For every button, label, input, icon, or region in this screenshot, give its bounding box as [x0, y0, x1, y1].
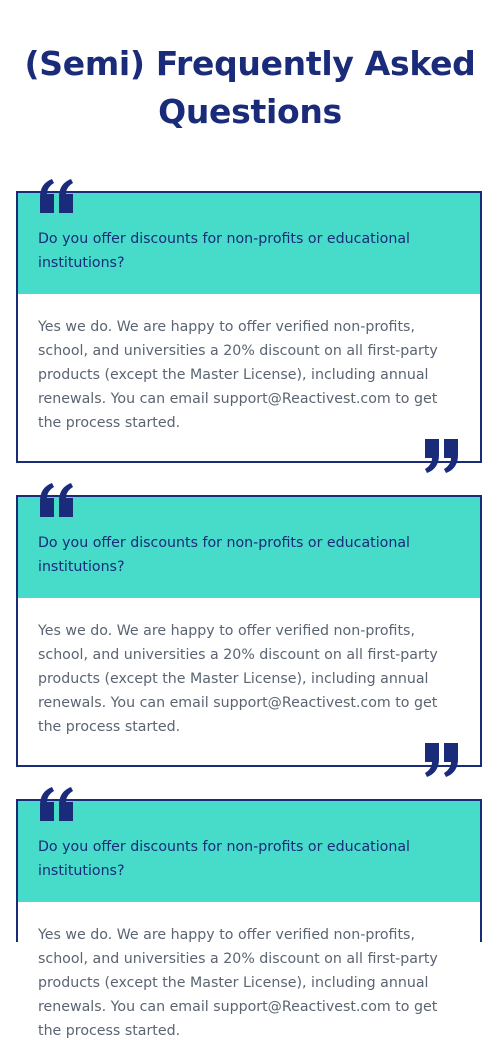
- faq-question-band: [18, 801, 480, 902]
- faq-answer: Yes we do. We are happy to offer verified non-profits, school, and universities a 20% discount on all first-party products (except the Master License), including annual renewals. You can email support@Reactivest.com to get the process started.: [38, 319, 438, 431]
- faq-answer-body: [18, 294, 480, 463]
- faq-question: Do you offer discounts for non-profits or educational institutions?: [38, 231, 410, 271]
- faq-question-band: [18, 497, 480, 598]
- faq-answer-body: [18, 598, 480, 767]
- faq-answer: Yes we do. We are happy to offer verified non-profits, school, and universities a 20% discount on all first-party products (except the Master License), including annual renewals. You can email support@Reactivest.com to get the process started.: [38, 927, 438, 1039]
- open-quote-icon: [38, 483, 76, 517]
- faq-question: Do you offer discounts for non-profits or educational institutions?: [38, 839, 410, 879]
- page-title: [0, 0, 500, 136]
- faq-card: [16, 495, 482, 767]
- open-quote-icon: [38, 179, 76, 213]
- close-quote-icon: [422, 743, 460, 777]
- close-quote-icon: [422, 439, 460, 473]
- page-title-line1: (Semi) Frequently Asked Questions: [24, 44, 476, 131]
- faq-question-band: [18, 193, 480, 294]
- faq-card: [16, 799, 482, 1039]
- faq-question: Do you offer discounts for non-profits or educational institutions?: [38, 535, 410, 575]
- faq-answer: Yes we do. We are happy to offer verified non-profits, school, and universities a 20% discount on all first-party products (except the Master License), including annual renewals. You can email support@Reactivest.com to get the process started.: [38, 623, 438, 735]
- open-quote-icon: [38, 787, 76, 821]
- faq-answer-body: [18, 902, 480, 1039]
- faq-card: [16, 191, 482, 463]
